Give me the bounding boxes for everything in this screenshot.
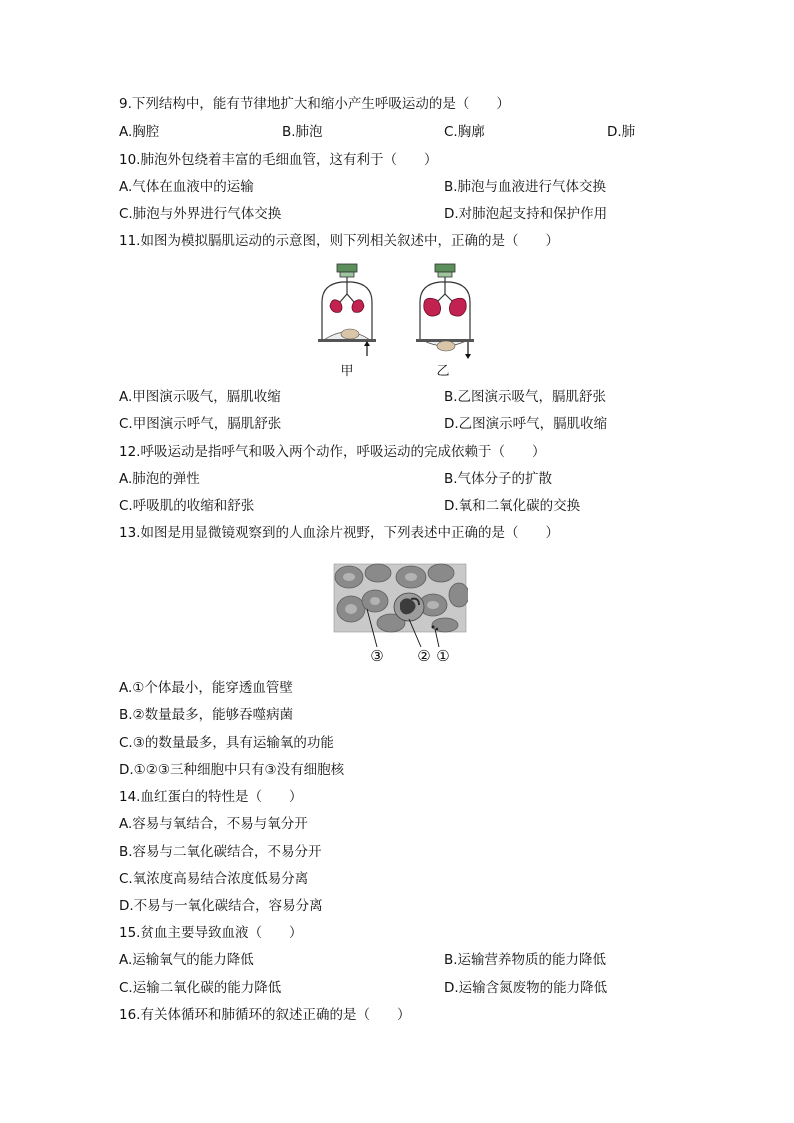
label-cell-2: ② xyxy=(417,647,431,665)
option: D.氧和二氧化碳的交换 xyxy=(444,498,581,514)
option: A.胸腔 xyxy=(119,124,160,140)
option: D.不易与一氧化碳结合，容易分离 xyxy=(119,898,323,914)
option: C.胸廓 xyxy=(444,124,485,140)
option: C.肺泡与外界进行气体交换 xyxy=(119,206,282,222)
option: D.对肺泡起支持和保护作用 xyxy=(444,206,608,222)
option: D.①②③三种细胞中只有③没有细胞核 xyxy=(119,762,345,778)
question-stem: 15.贫血主要导致血液（ ） xyxy=(119,925,303,941)
label-cell-1: ① xyxy=(436,647,450,665)
option: C.氧浓度高易结合浓度低易分离 xyxy=(119,871,309,887)
option: A.运输氧气的能力降低 xyxy=(119,952,254,968)
question-stem: 14.血红蛋白的特性是（ ） xyxy=(119,789,303,805)
question-stem: 11.如图为模拟膈肌运动的示意图，则下列相关叙述中，正确的是（ ） xyxy=(119,233,559,249)
option: B.肺泡与血液进行气体交换 xyxy=(444,179,607,195)
option: C.③的数量最多，具有运输氧的功能 xyxy=(119,735,334,751)
figure-label-jia: 甲 xyxy=(340,364,354,379)
option: D.运输含氮废物的能力降低 xyxy=(444,980,608,996)
option: C.运输二氧化碳的能力降低 xyxy=(119,980,282,996)
blood-smear-figure xyxy=(333,563,468,667)
question-stem: 13.如图是用显微镜观察到的人血涂片视野，下列表述中正确的是（ ） xyxy=(119,525,559,541)
question-stem: 10.肺泡外包绕着丰富的毛细血管，这有利于（ ） xyxy=(119,152,438,168)
option: B.运输营养物质的能力降低 xyxy=(444,952,607,968)
option: B.容易与二氧化碳结合，不易分开 xyxy=(119,844,322,860)
option: B.肺泡 xyxy=(282,124,323,140)
option: A.容易与氧结合，不易与氧分开 xyxy=(119,816,308,832)
figure-label-yi: 乙 xyxy=(436,364,450,379)
bell-jar-right xyxy=(416,264,474,359)
question-stem: 16.有关体循环和肺循环的叙述正确的是（ ） xyxy=(119,1007,411,1023)
option: B.②数量最多，能够吞噬病菌 xyxy=(119,707,294,723)
option: D.乙图演示呼气，膈肌收缩 xyxy=(444,416,608,432)
bell-jar-left xyxy=(318,264,376,356)
option: A.甲图演示吸气，膈肌收缩 xyxy=(119,389,281,405)
option: D.肺 xyxy=(607,124,636,140)
question-stem: 12.呼吸运动是指呼气和吸入两个动作，呼吸运动的完成依赖于（ ） xyxy=(119,444,546,460)
option: C.呼吸肌的收缩和舒张 xyxy=(119,498,255,514)
option: A.①个体最小，能穿透血管壁 xyxy=(119,680,293,696)
option: B.气体分子的扩散 xyxy=(444,471,553,487)
diaphragm-model-figure xyxy=(312,262,492,380)
label-cell-3: ③ xyxy=(370,647,384,665)
option: C.甲图演示呼气，膈肌舒张 xyxy=(119,416,282,432)
option: A.肺泡的弹性 xyxy=(119,471,200,487)
question-stem: 9.下列结构中，能有节律地扩大和缩小产生呼吸运动的是（ ） xyxy=(119,96,510,112)
option: A.气体在血液中的运输 xyxy=(119,179,254,195)
option: B.乙图演示吸气，膈肌舒张 xyxy=(444,389,607,405)
